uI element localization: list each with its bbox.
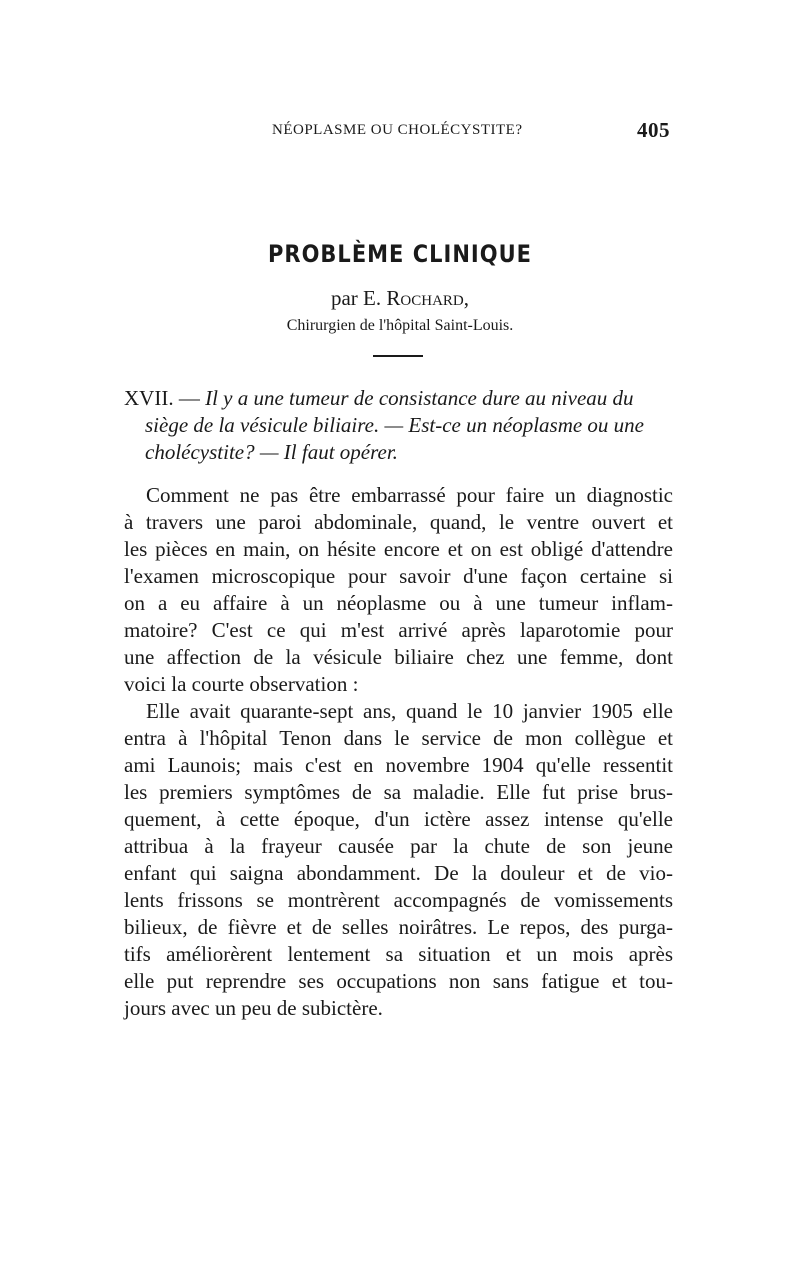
text-line: entra à l'hôpital Tenon dans le service de mon collègue et — [124, 726, 673, 750]
text-line: lents frissons se montrèrent accompagnés de vomissements — [124, 888, 673, 912]
author-affiliation: Chirurgien de l'hôpital Saint-Louis. — [286, 317, 514, 334]
author-name: Rochard — [386, 286, 464, 310]
text-line: attribua à la frayeur causée par la chute de son jeune — [124, 834, 673, 858]
problem-line — [124, 439, 673, 466]
text-line: on a eu affaire à un néoplasme ou à une tumeur inflam- — [124, 591, 673, 615]
byline-suffix: , — [463, 286, 469, 310]
text-line: quement, à cette époque, d'un ictère assez intense qu'elle — [124, 807, 673, 831]
text-line: Elle avait quarante-sept ans, quand le 10 janvier 1905 elle — [146, 699, 673, 723]
problem-statement — [124, 385, 673, 466]
running-title: NÉOPLASME OU CHOLÉCYSTITE? — [272, 122, 523, 138]
text-line: à travers une paroi abdominale, quand, le ventre ouvert et — [124, 510, 673, 534]
text-line: les premiers symptômes de sa maladie. Elle fut prise brus- — [124, 780, 673, 804]
problem-line — [124, 412, 673, 439]
text-line: voici la courte observation : — [124, 672, 359, 696]
text-line: tifs améliorèrent lentement sa situation et un mois après — [124, 942, 673, 966]
page-number: 405 — [637, 118, 670, 142]
running-head — [0, 118, 800, 148]
text-line: l'examen microscopique pour savoir d'une façon certaine si — [124, 564, 673, 588]
paragraph — [124, 698, 673, 1022]
text-line: bilieux, de fièvre et de selles noirâtres. Le repos, des purga- — [124, 915, 673, 939]
text-line: les pièces en main, on hésite encore et on est obligé d'attendre — [124, 537, 673, 561]
problem-text: siège de la vésicule biliaire. — Est-ce un néoplasme ou une — [145, 413, 645, 437]
body-text — [124, 482, 673, 1022]
byline — [0, 286, 800, 311]
title-divider — [373, 355, 423, 357]
byline-prefix: par E. — [330, 286, 387, 310]
problem-line — [124, 385, 673, 412]
text-line: jours avec un peu de subictère. — [124, 996, 383, 1020]
text-line: matoire? C'est ce qui m'est arrivé après laparotomie pour — [124, 618, 673, 642]
text-line: Comment ne pas être embarrassé pour faire un diagnostic — [146, 483, 673, 507]
article-title: PROBLÈME CLINIQUE — [268, 240, 532, 268]
text-line: ami Launois; mais c'est en novembre 1904 qu'elle ressentit — [124, 753, 673, 777]
text-line: enfant qui saigna abondamment. De la douleur et de vio- — [124, 861, 673, 885]
problem-text: cholécystite? — Il faut opérer. — [145, 440, 398, 464]
text-line: une affection de la vésicule biliaire chez une femme, dont — [124, 645, 673, 669]
problem-text: Il y a une tumeur de consistance dure au niveau du — [205, 386, 634, 410]
problem-number: XVII. — — [124, 386, 206, 410]
text-line: elle put reprendre ses occupations non sans fatigue et tou- — [124, 969, 673, 993]
paragraph — [124, 482, 673, 698]
